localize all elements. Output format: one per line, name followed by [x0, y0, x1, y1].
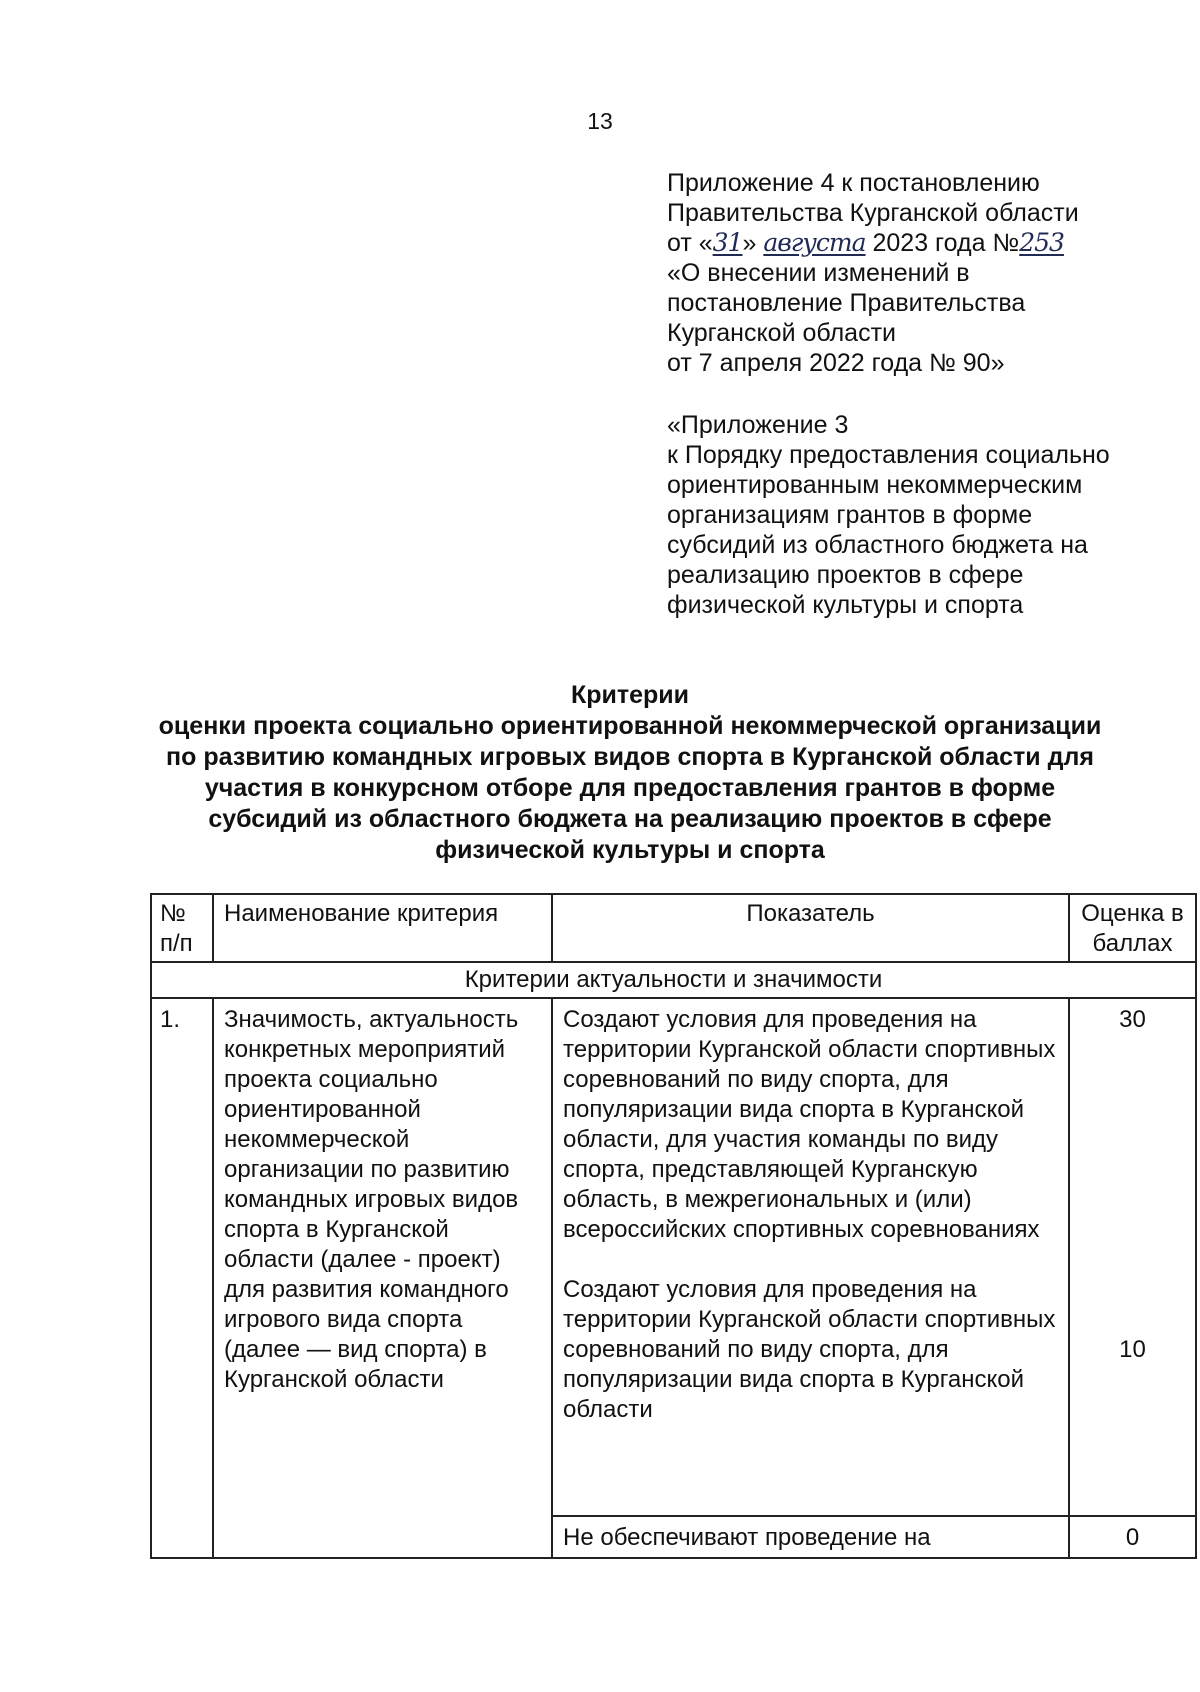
score-value: 0: [1125, 1524, 1140, 1551]
header-num: № п/п: [151, 894, 213, 962]
title-line: субсидий из областного бюджета на реализацию проектов в сфере: [208, 805, 1052, 833]
document-title: [130, 680, 1130, 866]
title-line: по развитию командных игровых видов спорта в Курганской области для: [166, 743, 1094, 771]
page-number: 13: [587, 108, 613, 134]
section-title: Критерии актуальности и значимости: [151, 962, 1196, 998]
date-prefix: от «: [667, 229, 713, 257]
table-header-row: [151, 894, 1196, 962]
approval-line: постановление Правительства: [667, 289, 1026, 317]
approval-line: «О внесении изменений в: [667, 259, 970, 287]
section-row: [151, 962, 1196, 998]
approval-line: Приложение 4 к постановлению: [667, 169, 1040, 197]
date-year: 2023 года №: [865, 229, 1020, 257]
row-num: 1.: [151, 998, 213, 1558]
annex-line: субсидий из областного бюджета на: [667, 531, 1088, 559]
approval-line: Правительства Курганской области: [667, 199, 1079, 227]
approval-date-line: [667, 228, 1167, 258]
table-row: [151, 998, 1196, 1516]
annex-line: реализацию проектов в сфере: [667, 561, 1024, 589]
criterion-name: Значимость, актуальность конкретных мероприятий проекта социально ориентированной некоммерческой организации по развитию командных игровых видов спорта в Курганской области (далее - проект) для развития командного игрового вида спорта (далее — вид спорта) в Курганской области: [213, 998, 552, 1558]
approval-line: Курганской области: [667, 319, 897, 347]
score-value: 10: [1119, 1336, 1146, 1363]
header-name: Наименование критерия: [213, 894, 552, 962]
annex-line: ориентированным некоммерческим: [667, 471, 1083, 499]
title-line: участия в конкурсном отборе для предоставления грантов в форме: [204, 774, 1056, 802]
indicator-text: Создают условия для проведения на территории Курганской области спортивных соревнований по виду спорта, для популяризации вида спорта в Курганской области, для участия команды по виду спорта, представляющей Курганскую область, в межрегиональных и (или) всероссийских спортивных соревнованиях: [563, 1006, 1056, 1243]
annex-block: [667, 410, 1167, 620]
approval-block: [667, 168, 1167, 378]
score-cell: [1069, 1516, 1196, 1558]
annex-line: физической культуры и спорта: [667, 591, 1024, 619]
header-score: Оценка в баллах: [1069, 894, 1196, 962]
date-mid: »: [742, 229, 764, 257]
criteria-table: [150, 893, 1197, 1559]
approval-line: от 7 апреля 2022 года № 90»: [667, 349, 1005, 377]
score-value: 30: [1119, 1006, 1146, 1033]
score-cell: [1069, 998, 1196, 1516]
header-indicator: Показатель: [552, 894, 1069, 962]
title-line: оценки проекта социально ориентированной некоммерческой организации: [158, 712, 1102, 740]
handwritten-month: августа: [763, 228, 866, 257]
title-line: Критерии: [570, 681, 690, 709]
indicator-text: Не обеспечивают проведение на: [563, 1524, 931, 1551]
annex-line: организациям грантов в форме: [667, 501, 1033, 529]
indicator-cell: [552, 1516, 1069, 1558]
annex-line: к Порядку предоставления социально: [667, 441, 1110, 469]
title-line: физической культуры и спорта: [435, 836, 825, 864]
indicator-cell: [552, 998, 1069, 1516]
handwritten-day: 31: [712, 228, 743, 257]
annex-line: «Приложение 3: [667, 411, 849, 439]
indicator-text: Создают условия для проведения на территории Курганской области спортивных соревнований по виду спорта, для популяризации вида спорта в Курганской области: [563, 1276, 1056, 1423]
handwritten-number: 253: [1019, 228, 1064, 257]
